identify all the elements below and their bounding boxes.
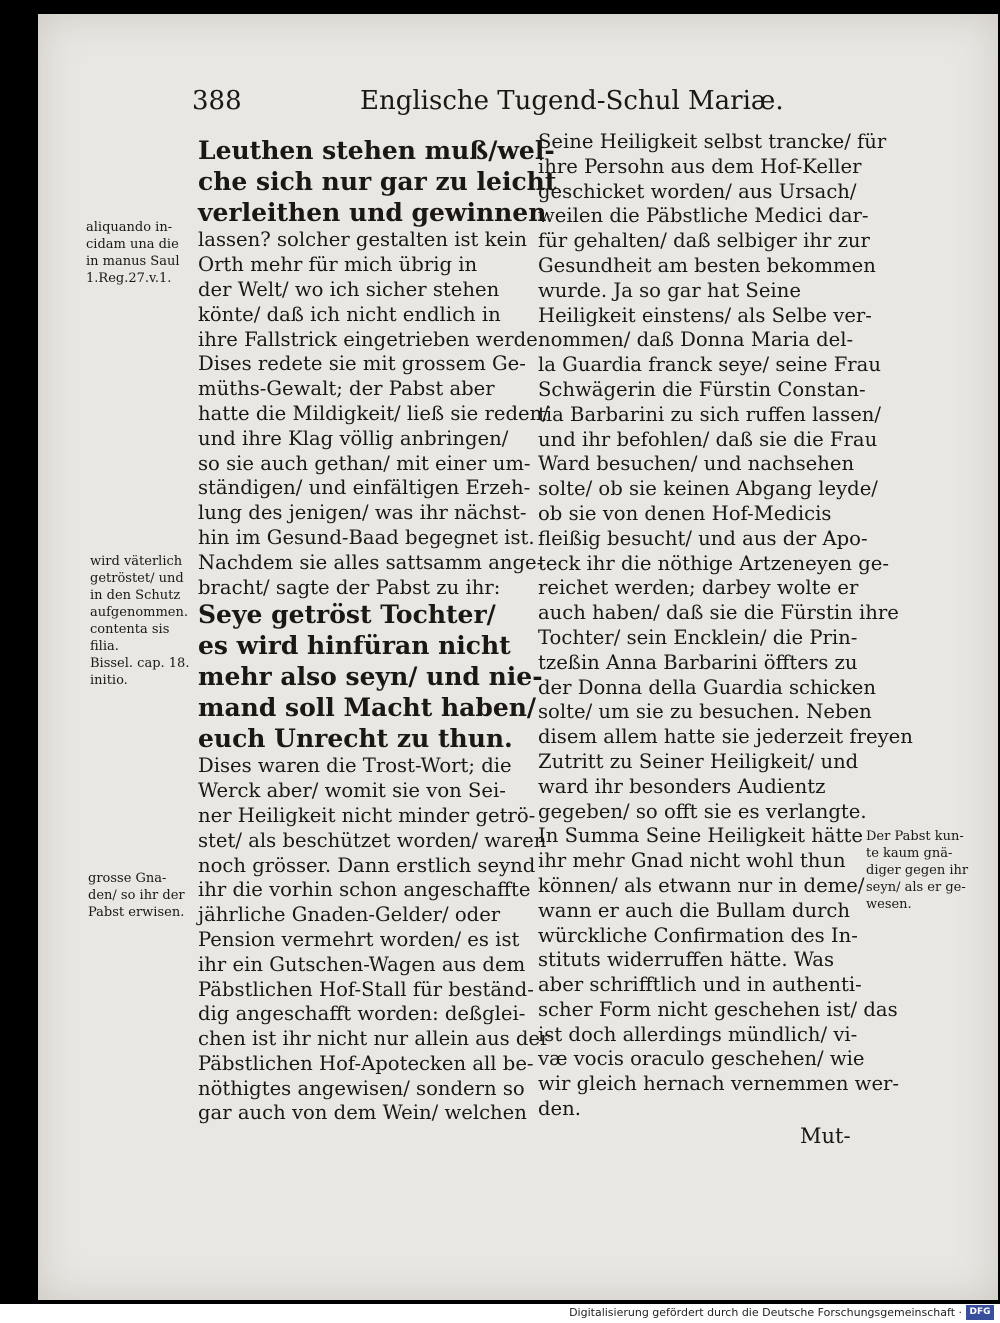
text-line: ihre Persohn aus dem Hof-Keller — [538, 154, 862, 178]
margin-note-4 — [866, 828, 968, 913]
margin-note-line: Pabst erwisen. — [88, 905, 185, 920]
text-line: lung des jenigen/ was ihr nächst- — [198, 501, 527, 525]
text-line: ner Heiligkeit nicht minder getrö- — [198, 803, 536, 827]
text-line: könte/ daß ich nicht endlich in — [198, 302, 501, 326]
margin-note-2 — [90, 553, 189, 689]
left-text-column — [198, 136, 556, 1126]
text-line: wurde. Ja so gar hat Seine — [538, 278, 801, 302]
margin-note-line: getröstet/ und — [90, 571, 184, 586]
text-line: In Summa Seine Heiligkeit hätte — [538, 824, 863, 848]
text-line: ward ihr besonders Audientz — [538, 774, 826, 798]
text-line: mehr also seyn/ und nie- — [198, 661, 543, 691]
text-line: ihr die vorhin schon angeschaffte — [198, 878, 531, 902]
text-line: so sie auch gethan/ mit einer um- — [198, 451, 531, 475]
text-line: ob sie von denen Hof-Medicis — [538, 501, 832, 525]
text-line: che sich nur gar zu leicht — [198, 166, 557, 196]
margin-note-line: diger gegen ihr — [866, 863, 969, 878]
text-line: weilen die Päbstliche Medici dar- — [538, 204, 869, 228]
text-line: Ward besuchen/ und nachsehen — [538, 452, 855, 476]
text-line: tia Barbarini zu sich ruffen lassen/ — [538, 402, 882, 426]
margin-note-line: Der Pabst kun- — [866, 829, 964, 844]
text-line: Tochter/ sein Encklein/ die Prin- — [538, 625, 858, 649]
text-line: der Welt/ wo ich sicher stehen — [198, 277, 500, 301]
text-line: bracht/ sagte der Pabst zu ihr: — [198, 575, 501, 599]
margin-note-line: in manus Saul — [86, 254, 180, 269]
text-line: müths-Gewalt; der Pabst aber — [198, 377, 495, 401]
text-line: Nachdem sie alles sattsamm ange- — [198, 550, 544, 574]
margin-note-line: wesen. — [866, 897, 912, 912]
margin-note-line: grosse Gna- — [88, 871, 167, 886]
text-line: und ihre Klag völlig anbringen/ — [198, 426, 509, 450]
text-line: und ihr befohlen/ daß sie die Frau — [538, 427, 878, 451]
text-line: la Guardia franck seye/ seine Frau — [538, 353, 881, 377]
text-line: jährliche Gnaden-Gelder/ oder — [198, 903, 501, 927]
text-line: fleißig besucht/ und aus der Apo- — [538, 526, 868, 550]
margin-note-line: 1.Reg.27.v.1. — [86, 271, 172, 286]
text-line: wir gleich hernach vernemmen wer- — [538, 1072, 900, 1096]
margin-note-line: den/ so ihr der — [88, 888, 185, 903]
text-line: es wird hinfüran nicht — [198, 631, 511, 661]
text-line: Werck aber/ womit sie von Sei- — [198, 779, 506, 803]
margin-note-line: contenta sis — [90, 622, 170, 637]
page-number: 388 — [192, 86, 242, 116]
text-line: gar auch von dem Wein/ welchen — [198, 1101, 527, 1125]
text-line: dig angeschafft worden: deßglei- — [198, 1002, 526, 1026]
text-line: ständigen/ und einfältigen Erzeh- — [198, 476, 531, 500]
text-line: chen ist ihr nicht nur allein aus der — [198, 1027, 550, 1051]
running-title: Englische Tugend-Schul Mariæ. — [360, 86, 784, 116]
text-line: teck ihr die nöthige Artzeneyen ge- — [538, 551, 889, 575]
margin-note-line: in den Schutz — [90, 588, 181, 603]
text-line: Dises waren die Trost-Wort; die — [198, 754, 512, 778]
text-line: væ vocis oraculo geschehen/ wie — [538, 1047, 865, 1071]
text-line: ihr ein Gutschen-Wagen aus dem — [198, 952, 526, 976]
text-line: nommen/ daß Donna Maria del- — [538, 328, 854, 352]
text-line: Heiligkeit einstens/ als Selbe ver- — [538, 303, 872, 327]
text-line: ist doch allerdings mündlich/ vi- — [538, 1022, 858, 1046]
text-line: Gesundheit am besten bekommen — [538, 253, 876, 277]
text-line: Leuthen stehen muß/wel- — [198, 136, 555, 165]
margin-note-3 — [88, 870, 185, 921]
text-line: geschicket worden/ aus Ursach/ — [538, 179, 857, 203]
text-line: Zutritt zu Seiner Heiligkeit/ und — [538, 749, 859, 773]
margin-note-line: initio. — [90, 673, 128, 688]
text-line: Päbstlichen Hof-Stall für beständ- — [198, 977, 534, 1001]
right-text-column — [538, 130, 913, 1122]
dfg-logo: DFG — [966, 1305, 994, 1320]
text-line: tzeßin Anna Barbarini öffters zu — [538, 650, 858, 674]
text-line: disem allem hatte sie jederzeit freyen — [538, 725, 913, 749]
text-line: Schwägerin die Fürstin Constan- — [538, 377, 866, 401]
text-line: der Donna della Guardia schicken — [538, 675, 876, 699]
text-line: Seine Heiligkeit selbst trancke/ für — [538, 130, 887, 153]
text-line: mand soll Macht haben/ — [198, 692, 537, 722]
text-line: Päbstlichen Hof-Apotecken all be- — [198, 1051, 534, 1075]
text-line: für gehalten/ daß selbiger ihr zur — [538, 229, 870, 253]
text-line: gegeben/ so offt sie es verlangte. — [538, 799, 867, 823]
text-line: euch Unrecht zu thun. — [198, 723, 513, 753]
text-line: Orth mehr für mich übrig in — [198, 253, 478, 277]
margin-note-line: filia. — [90, 639, 119, 654]
text-line: wann er auch die Bullam durch — [538, 898, 851, 922]
text-line: verleithen und gewinnen — [198, 197, 547, 227]
margin-note-line: aufgenommen. — [90, 605, 189, 620]
text-line: hatte die Mildigkeit/ ließ sie reden/ — [198, 401, 549, 425]
text-line: aber schrifftlich und in authenti- — [538, 973, 862, 997]
text-line: den. — [538, 1097, 581, 1121]
text-line: können/ als etwann nur in deme/ — [538, 873, 865, 897]
margin-note-line: Bissel. cap. 18. — [90, 656, 190, 671]
catchword: Mut- — [800, 1124, 851, 1148]
text-line: nöthigtes angewisen/ sondern so — [198, 1076, 525, 1100]
text-line: lassen? solcher gestalten ist kein — [198, 228, 528, 252]
margin-note-line: wird väterlich — [90, 554, 183, 569]
text-line: solte/ um sie zu besuchen. Neben — [538, 700, 872, 724]
text-line: stet/ als beschützet worden/ waren — [198, 828, 547, 852]
digitization-credit: Digitalisierung gefördert durch die Deutsche Forschungsgemeinschaft · — [569, 1306, 962, 1319]
text-line: reichet werden; darbey wolte er — [538, 576, 859, 600]
margin-note-line: aliquando in- — [86, 220, 173, 235]
margin-note-1 — [86, 219, 179, 287]
text-line: hin im Gesund-Baad begegnet ist. — [198, 525, 535, 549]
text-line: Seye getröst Tochter/ — [198, 600, 496, 630]
text-line: würckliche Confirmation des In- — [538, 923, 858, 947]
text-line: Dises redete sie mit grossem Ge- — [198, 352, 526, 376]
text-line: ihre Fallstrick eingetrieben werde. — [198, 327, 544, 351]
text-line: scher Form nicht geschehen ist/ das — [538, 997, 898, 1021]
margin-note-line: cidam una die — [86, 237, 179, 252]
text-line: Pension vermehrt worden/ es ist — [198, 927, 520, 951]
text-line: noch grösser. Dann erstlich seynd — [198, 853, 536, 877]
margin-note-line: te kaum gnä- — [866, 846, 953, 861]
text-line: stituts widerruffen hätte. Was — [538, 948, 835, 972]
text-line: ihr mehr Gnad nicht wohl thun — [538, 849, 846, 873]
text-line: auch haben/ daß sie die Fürstin ihre — [538, 601, 899, 625]
margin-note-line: seyn/ als er ge- — [866, 880, 966, 895]
text-line: solte/ ob sie keinen Abgang leyde/ — [538, 477, 878, 501]
